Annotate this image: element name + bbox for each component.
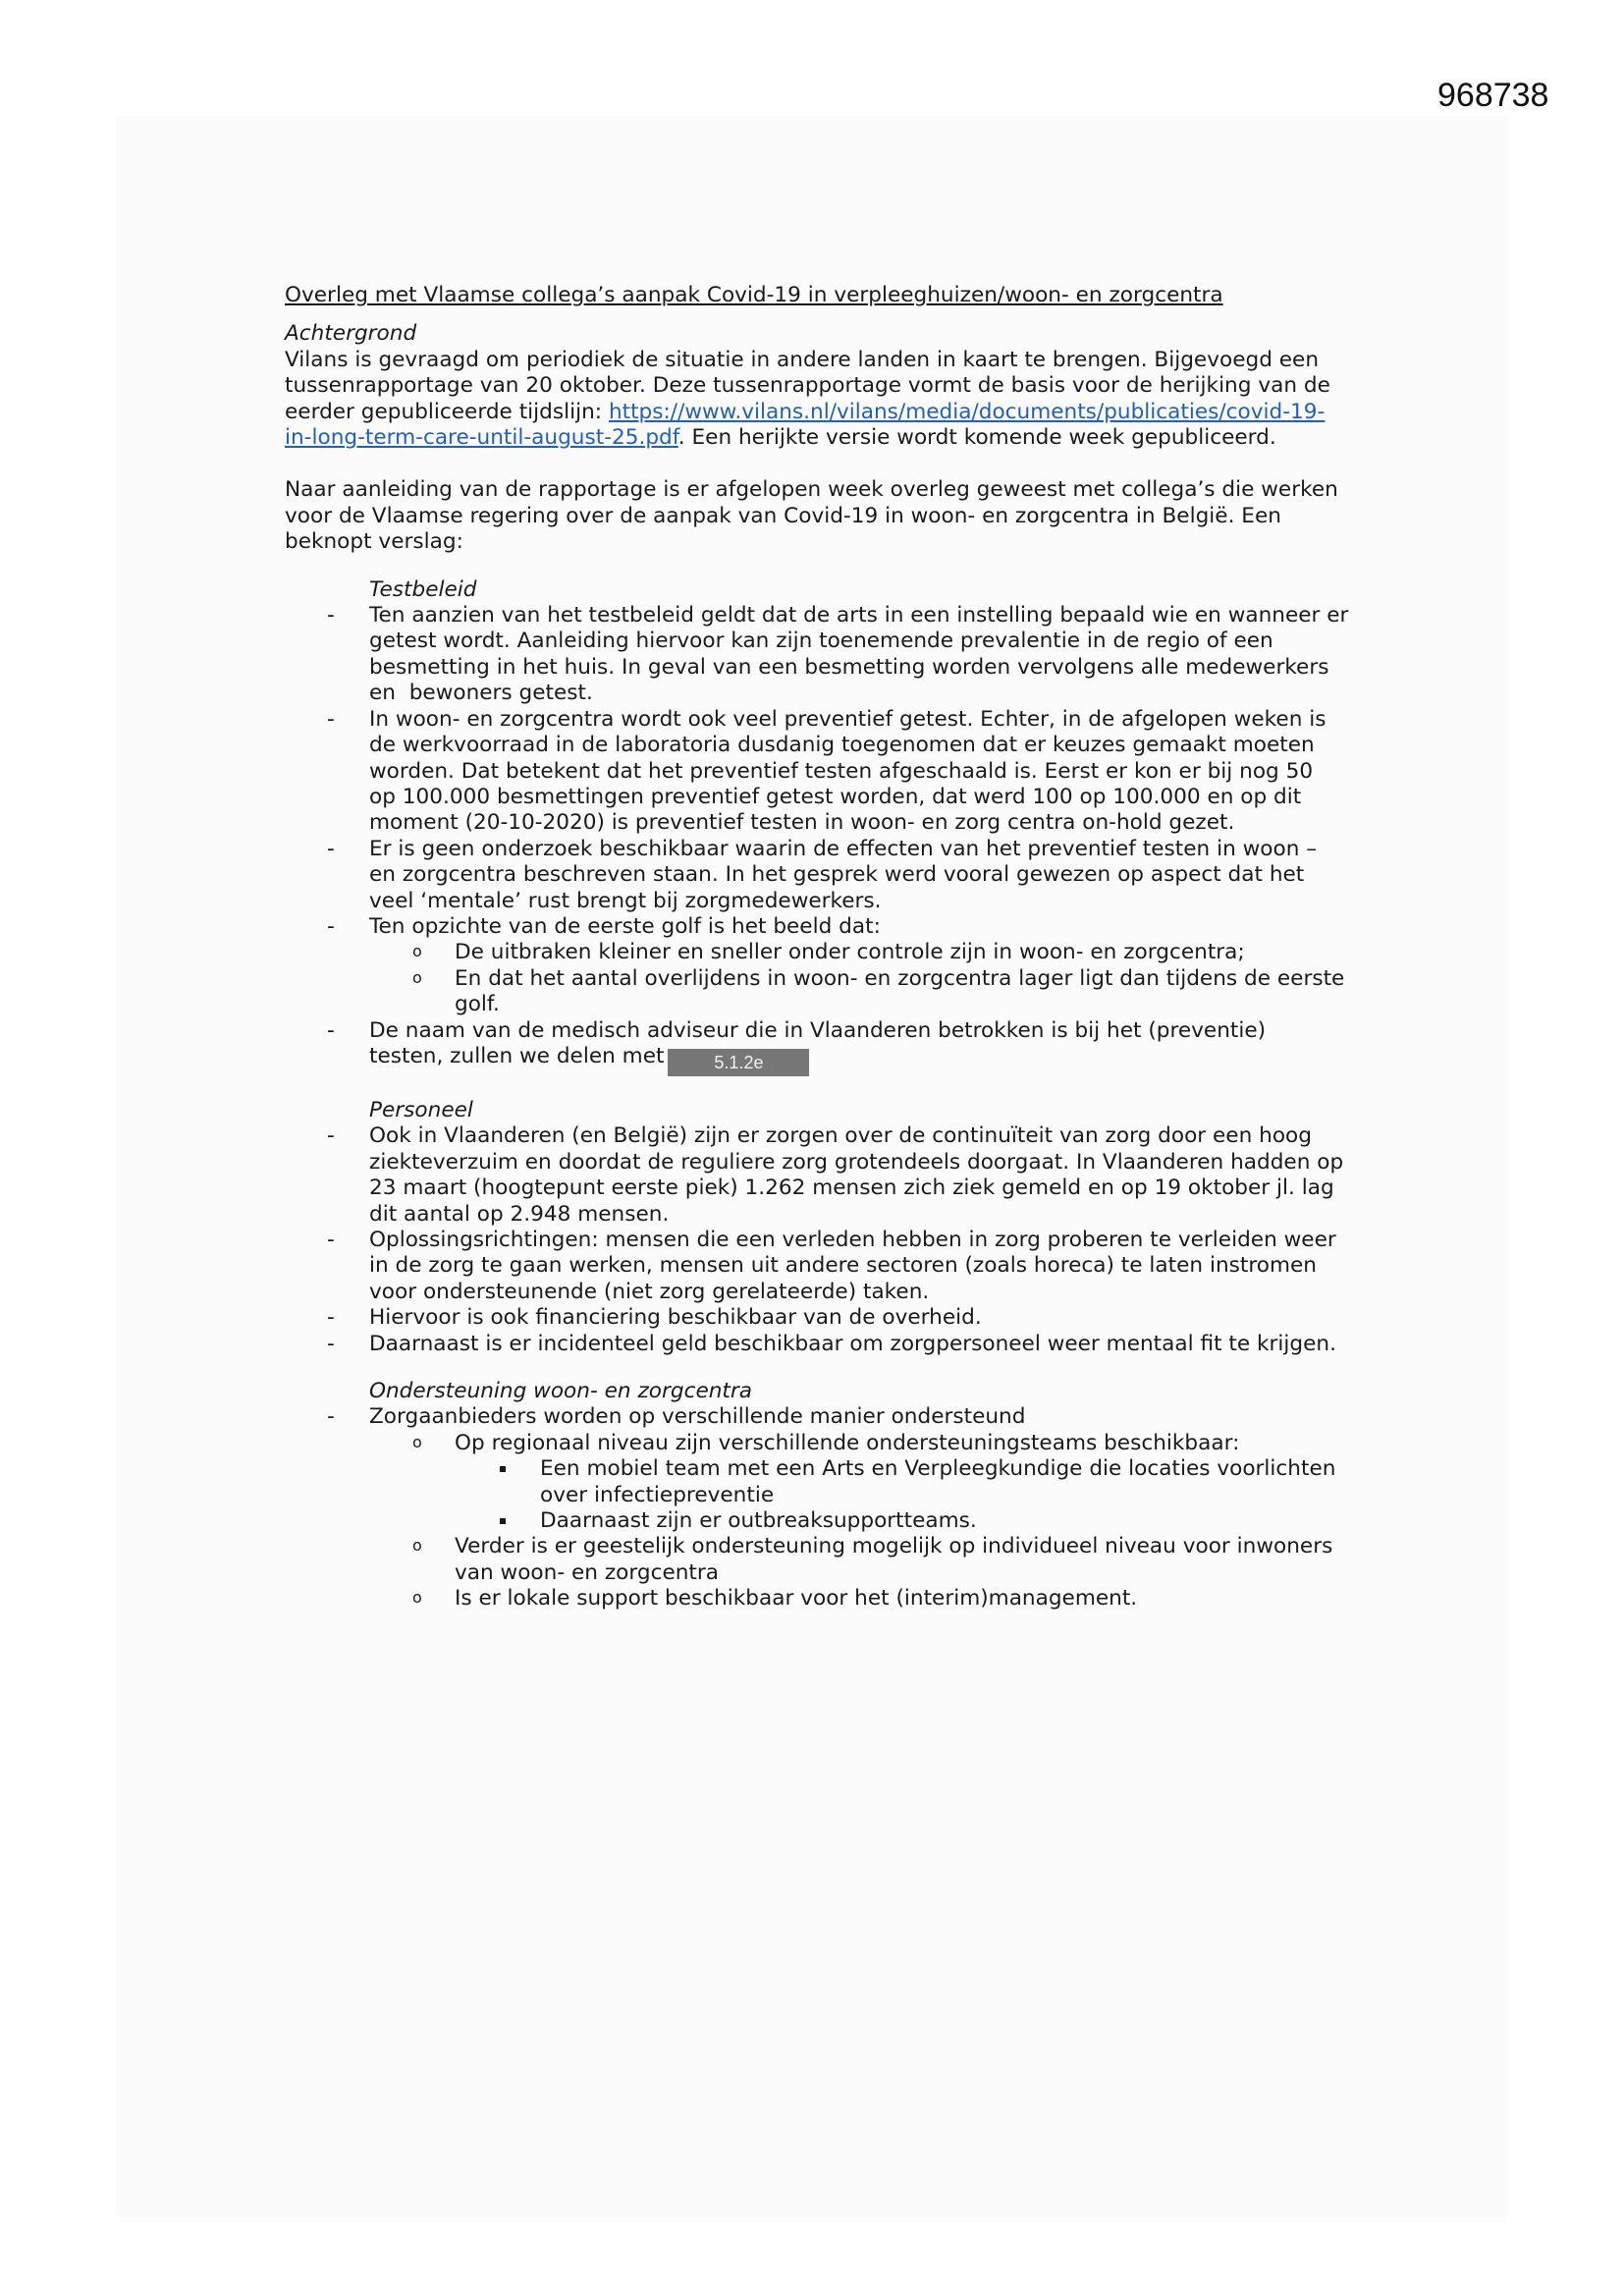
background-line [285,400,1365,425]
testbeleid-list-continued [285,1018,1365,1076]
list-item-line: Daarnaast zijn er outbreaksupportteams. [540,1508,977,1534]
list-item-line: voor ondersteunende (niet zorg gerelateerde) taken. [369,1279,930,1304]
list-item-text: testen, zullen we delen met [369,1043,665,1068]
list-item-line: golf. [455,992,500,1017]
document-number: 968738 [1437,77,1549,114]
list-item-line: - Ook in Vlaanderen (en België) zijn er zorgen over de continuïteit van zorg door een hoog [369,1123,1312,1149]
list-item-line: - Ten opzichte van de eerste golf is het beeld dat: [369,913,881,939]
list-item-line [369,1044,1365,1076]
background-line: tussenrapportage van 20 oktober. Deze tussenrapportage vormt de basis voor de herijking van de [285,373,1330,399]
list-item-line: - Zorgaanbieders worden op verschillende manier ondersteund [369,1404,1026,1430]
list-item [285,1228,1365,1305]
redaction-box: 5.1.2e [668,1049,809,1076]
list-item-line: o Op regionaal niveau zijn verschillende ondersteuningsteams beschikbaar: [455,1430,1240,1455]
list-item-line: in de zorg te gaan werken, mensen uit andere sectoren (zoals horeca) te laten instromen [369,1253,1317,1279]
section-heading-ondersteuning: Ondersteuning woon- en zorgcentra [369,1379,752,1404]
list-item-line: o En dat het aantal overlijdens in woon- en zorgcentra lager ligt dan tijdens de eerste [455,965,1345,991]
document-title: Overleg met Vlaamse collega’s aanpak Covid-19 in verpleeghuizen/woon- en zorgcentra [285,283,1223,307]
ondersteuning-list [285,1404,1365,1430]
list-item-line: - Daarnaast is er incidenteel geld beschikbaar om zorgpersoneel weer mentaal fit te krijgen. [369,1331,1336,1356]
list-item-line: - Ten aanzien van het testbeleid geldt dat de arts in een instelling bepaald wie en wanneer er [369,603,1349,629]
list-item-line: over infectiepreventie [540,1482,775,1507]
ondersteuning-subsublist [285,1456,1365,1534]
list-item [285,707,1365,837]
list-item [285,914,1365,940]
list-item-line: en zorgcentra beschreven staan. In het gesprek werd vooral gewezen op aspect dat het [369,862,1305,888]
list-item [285,1018,1365,1076]
background-line [285,425,1365,451]
list-item-line: ziekteverzuim en doordat de reguliere zorg grotendeels doorgaat. In Vlaanderen hadden op [369,1149,1344,1175]
list-item [285,1332,1365,1357]
sub-sub-list-item [285,1456,1365,1508]
list-item-line: van woon- en zorgcentra [455,1559,719,1585]
sub-sub-list-item [285,1508,1365,1534]
section-heading-testbeleid: Testbeleid [369,576,477,602]
list-item [285,1404,1365,1430]
vilans-link[interactable]: https://www.vilans.nl/vilans/media/documents/publicaties/covid-19- [608,399,1326,424]
list-item-line: o De uitbraken kleiner en sneller onder controle zijn in woon- en zorgcentra; [455,940,1245,965]
list-item-line: moment (20-10-2020) is preventief testen in woon- en zorg centra on-hold gezet. [369,810,1235,836]
list-item [285,1123,1365,1228]
list-item-line: - Oplossingsrichtingen: mensen die een verleden hebben in zorg proberen te verleiden weer [369,1228,1336,1252]
list-item-line: - In woon- en zorgcentra wordt ook veel preventief getest. Echter, in de afgelopen weken is [369,706,1326,732]
background-heading: Achtergrond [285,321,417,347]
list-item-line: o Verder is er geestelijk ondersteuning mogelijk op individueel niveau voor inwoners [455,1534,1333,1559]
list-item-line: veel ‘mentale’ rust brengt bij zorgmedewerkers. [369,888,882,913]
ondersteuning-sublist-continued [285,1534,1365,1612]
intro-line: voor de Vlaamse regering over de aanpak van Covid-19 in woon- en zorgcentra in België. Een [285,503,1281,528]
list-item-line: op 100.000 besmettingen preventief getest worden, dat werd 100 op 100.000 en op dit [369,784,1302,809]
list-item-line: dit aantal op 2.948 mensen. [369,1201,670,1227]
testbeleid-list [285,603,1365,940]
sub-list-item [285,1586,1365,1612]
list-item-line: Een mobiel team met een Arts en Verpleegkundige die locaties voorlichten [540,1456,1336,1482]
background-line: Vilans is gevraagd om periodiek de situatie in andere landen in kaart te brengen. Bijgevoegd een [285,347,1320,372]
list-item-line: en bewoners getest. [369,681,593,706]
background-text: eerder gepubliceerde tijdslijn: [285,399,609,424]
ondersteuning-sublist [285,1431,1365,1456]
list-item-line: - Er is geen onderzoek beschikbaar waarin de effecten van het preventief testen in woon – [369,836,1318,861]
sub-list-item [285,1534,1365,1586]
document-body [285,283,1365,1613]
list-item-line: worden. Dat betekent dat het preventief testen afgeschaald is. Eerst er kon er bij nog 50 [369,758,1314,784]
sub-list-item [285,940,1365,965]
list-item-line: - Hiervoor is ook financiering beschikbaar van de overheid. [369,1305,982,1331]
sub-list-item [285,966,1365,1018]
list-item-line: 23 maart (hoogtepunt eerste piek) 1.262 mensen zich ziek gemeld en op 19 oktober jl. lag [369,1175,1334,1201]
list-item [285,837,1365,914]
testbeleid-sublist [285,940,1365,1017]
background-text: . Een herijkte versie wordt komende week gepubliceerd. [677,425,1276,451]
list-item [285,1305,1365,1331]
list-item-line: besmetting in het huis. In geval van een besmetting worden vervolgens alle medewerkers [369,654,1329,680]
section-heading-personeel: Personeel [369,1097,473,1122]
sub-list-item [285,1431,1365,1456]
vilans-link-continued[interactable]: in-long-term-care-until-august-25.pdf [285,425,678,451]
personeel-list [285,1123,1365,1357]
list-item-line: getest wordt. Aanleiding hiervoor kan zijn toenemende prevalentie in de regio of een [369,629,1273,654]
list-item-line: o Is er lokale support beschikbaar voor het (interim)management. [455,1586,1138,1612]
intro-line: Naar aanleiding van de rapportage is er afgelopen week overleg geweest met collega’s die werken [285,477,1338,503]
list-item-line: de werkvoorraad in de laboratoria dusdanig toegenomen dat er keuzes gemaakt moeten [369,733,1315,758]
intro-line: beknopt verslag: [285,529,463,555]
list-item-line: - De naam van de medisch adviseur die in Vlaanderen betrokken is bij het (preventie) [369,1017,1267,1043]
list-item [285,603,1365,707]
